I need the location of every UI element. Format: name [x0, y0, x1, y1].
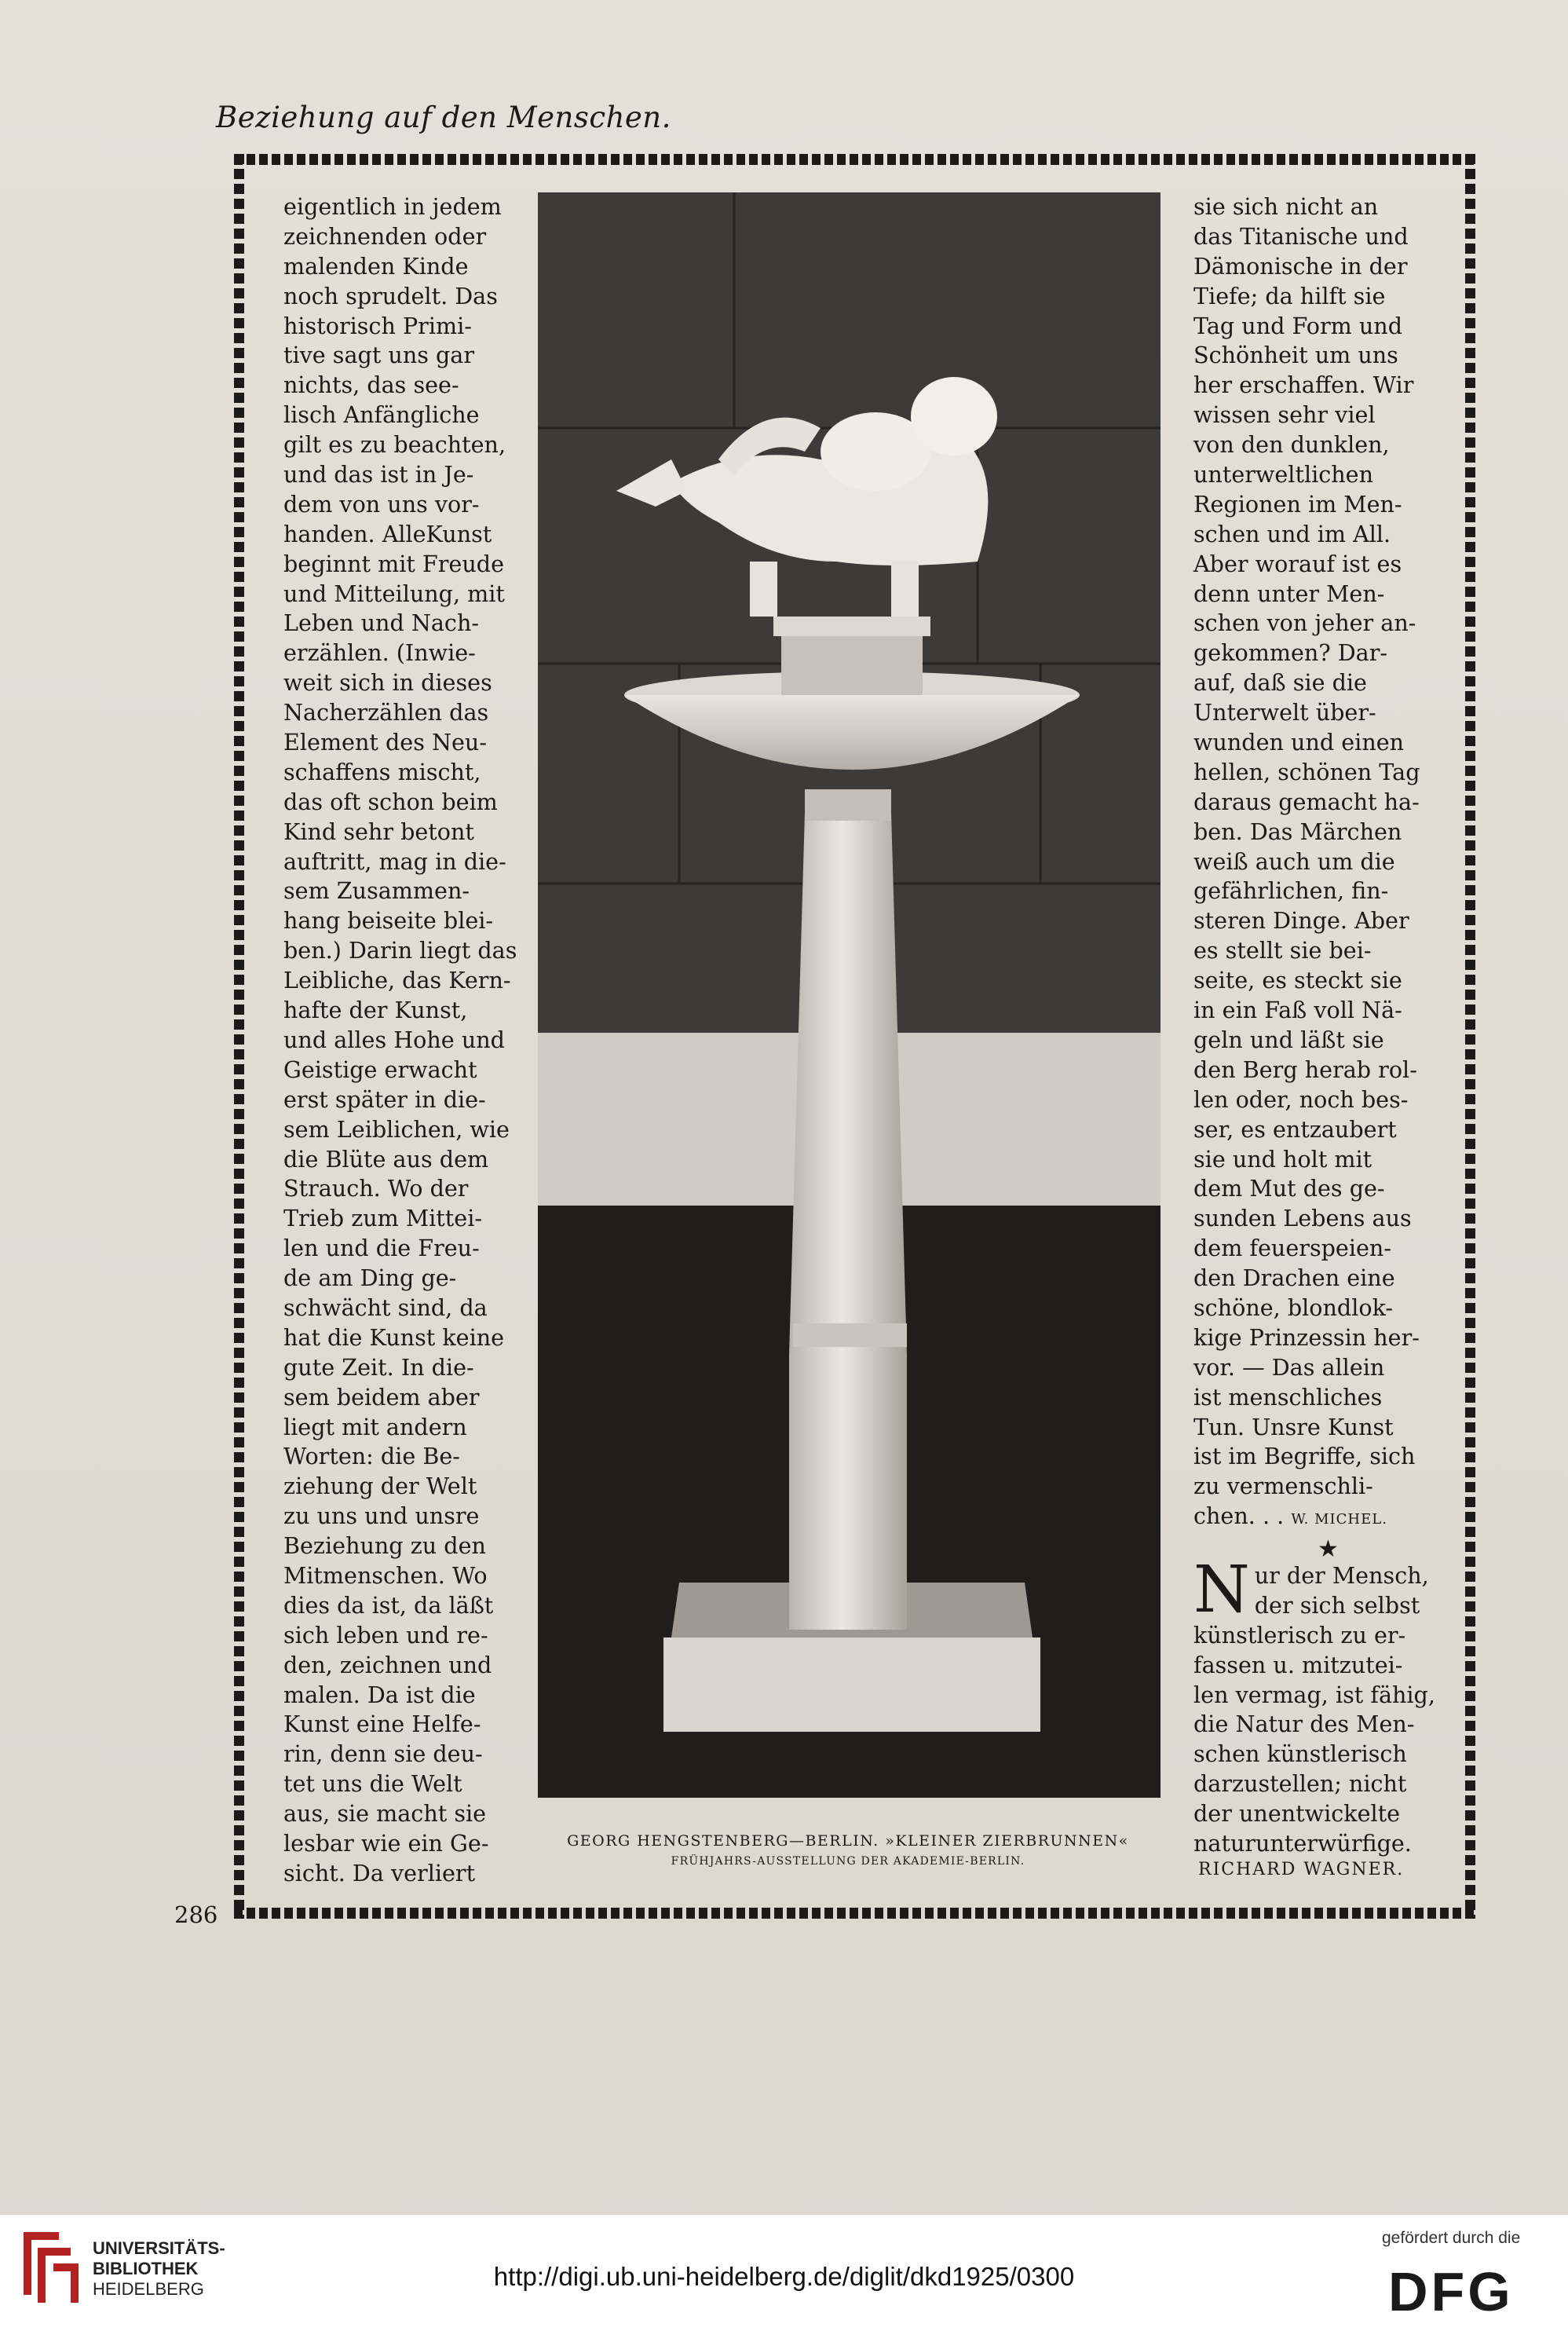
text-line: und Mitteilung, mit	[283, 580, 505, 607]
quote-line: len vermag, ist fähig,	[1193, 1681, 1435, 1708]
source-url-link[interactable]: http://digi.ub.uni-heidelberg.de/diglit/dkd1925/0300	[493, 2262, 1075, 2291]
text-line: geln und läßt sie	[1193, 1026, 1384, 1053]
text-line: dem Mut des ge-	[1193, 1175, 1385, 1202]
text-line: den, zeichnen und	[283, 1651, 492, 1678]
quote-line: die Natur des Men-	[1193, 1711, 1415, 1738]
text-line-signed	[1193, 1502, 1421, 1531]
text-line: hang beiseite blei-	[283, 907, 494, 935]
right-text-column	[1193, 192, 1421, 1531]
fountain-sculpture-image	[538, 192, 1160, 1798]
text-line: das oft schon beim	[283, 788, 498, 815]
frame-border-left	[234, 154, 244, 1919]
text-line: in ein Faß voll Nä-	[1193, 997, 1402, 1024]
text-line: gekommen? Dar-	[1193, 639, 1388, 667]
text-line: unterweltlichen	[1193, 461, 1374, 489]
text-line: len oder, noch bes-	[1193, 1085, 1409, 1113]
text-line: wissen sehr viel	[1193, 401, 1376, 429]
text-line: sicht. Da verliert	[283, 1859, 476, 1886]
text-line: schaffens mischt,	[283, 758, 481, 785]
text-line: wunden und einen	[1193, 729, 1405, 756]
text-line: beginnt mit Freude	[283, 550, 504, 577]
left-text-column	[283, 192, 517, 1889]
text-line: tet uns die Welt	[283, 1770, 462, 1798]
text-line: sich leben und re-	[283, 1621, 488, 1649]
text-line: den Drachen eine	[1193, 1264, 1395, 1292]
text-line: zeichnenden oder	[283, 222, 487, 250]
quote-line: der sich selbst	[1254, 1591, 1420, 1619]
signature-wagner: RICHARD WAGNER.	[1198, 1860, 1405, 1879]
text-line: sem Leiblichen, wie	[283, 1115, 510, 1143]
text-line: ist menschliches	[1193, 1383, 1383, 1411]
text-line: und alles Hohe und	[283, 1026, 505, 1053]
text-line: ser, es entzaubert	[1193, 1115, 1397, 1143]
text-line: die Blüte aus dem	[283, 1145, 489, 1173]
text-line: nichts, das see-	[283, 371, 459, 399]
library-name-line-3: HEIDELBERG	[93, 2279, 204, 2299]
library-name-line-2: BIBLIOTHEK	[93, 2259, 199, 2278]
text-line: tive sagt uns gar	[283, 342, 475, 369]
text-line: vor. — Das allein	[1193, 1353, 1385, 1381]
page-number: 286	[174, 1901, 218, 1928]
text-line: noch sprudelt. Das	[283, 282, 498, 309]
text-line: malen. Da ist die	[283, 1681, 476, 1708]
text-line: ben.) Darin liegt das	[283, 937, 517, 964]
text-line: Tun. Unsre Kunst	[1193, 1413, 1394, 1440]
text-line: hat die Kunst keine	[283, 1323, 505, 1351]
text-line: de am Ding ge-	[283, 1264, 457, 1292]
frame-border-bottom	[234, 1908, 1478, 1919]
running-head: Beziehung auf den Menschen.	[216, 101, 671, 134]
text-line: aus, sie macht sie	[283, 1800, 487, 1828]
text-line: her erschaffen. Wir	[1193, 371, 1414, 399]
quote-line: fassen u. mitzutei-	[1193, 1651, 1403, 1678]
text-line: lisch Anfängliche	[283, 401, 480, 429]
text-line: Geistige erwacht	[283, 1056, 477, 1083]
text-line: ben. Das Märchen	[1193, 818, 1402, 845]
text-line: sie sich nicht an	[1193, 193, 1379, 220]
text-line: dem feuerspeien-	[1193, 1235, 1391, 1262]
drop-cap: N	[1193, 1553, 1250, 1627]
quote-line: darzustellen; nicht	[1193, 1770, 1407, 1798]
text-line: Trieb zum Mittei-	[283, 1205, 483, 1232]
text-line: es stellt sie bei-	[1193, 937, 1372, 964]
text-line: den Berg herab rol-	[1193, 1056, 1417, 1083]
text-line: Dämonische in der	[1193, 252, 1408, 280]
text-line: Kind sehr betont	[283, 818, 474, 845]
text-line: steren Dinge. Aber	[1193, 907, 1409, 935]
text-line: zu vermenschli-	[1193, 1473, 1373, 1500]
text-line: rin, denn sie deu-	[283, 1740, 483, 1768]
text-line: sem Zusammen-	[283, 877, 470, 905]
text-line: Leben und Nach-	[283, 609, 480, 637]
text-line: Regionen im Men-	[1193, 490, 1402, 518]
text-line: hellen, schönen Tag	[1193, 758, 1420, 785]
text-line: schöne, blondlok-	[1193, 1294, 1394, 1321]
text-line: auftritt, mag in die-	[283, 847, 506, 875]
text-line: Worten: die Be-	[283, 1443, 460, 1470]
text-line: dies da ist, da läßt	[283, 1591, 494, 1619]
text-line: dem von uns vor-	[283, 490, 480, 518]
text-line: erzählen. (Inwie-	[283, 639, 476, 667]
text-line: hafte der Kunst,	[283, 997, 468, 1024]
text-line: Beziehung zu den	[283, 1532, 486, 1560]
text-line: schen von jeher an-	[1193, 609, 1416, 637]
text-line: sem beidem aber	[283, 1383, 480, 1411]
text-line: zu uns und unsre	[283, 1502, 480, 1530]
photo-caption-title: GEORG HENGSTENBERG—BERLIN. »KLEINER ZIERBRUNNEN«	[567, 1832, 1129, 1850]
text-line: erst später in die-	[283, 1085, 486, 1113]
funding-text: gefördert durch die	[1382, 2229, 1521, 2247]
text-line: sunden Lebens aus	[1193, 1205, 1412, 1232]
text-line: schen und im All.	[1193, 520, 1391, 547]
text-line: Mitmenschen. Wo	[283, 1561, 488, 1589]
text-line: handen. AlleKunst	[283, 520, 492, 547]
text-line: denn unter Men-	[1193, 580, 1385, 607]
text-line: und das ist in Je-	[283, 461, 474, 489]
text-line: historisch Primi-	[283, 312, 472, 339]
quote-line: ur der Mensch,	[1254, 1562, 1429, 1589]
text-line: liegt mit andern	[283, 1413, 467, 1440]
quote-line: der unentwickelte	[1193, 1800, 1401, 1828]
text-line: gute Zeit. In die-	[283, 1353, 474, 1381]
text-line: seite, es steckt sie	[1193, 967, 1402, 994]
text-line: Tiefe; da hilft sie	[1193, 282, 1386, 309]
text-line: ist im Begriffe, sich	[1193, 1443, 1416, 1470]
text-line: kige Prinzessin her-	[1193, 1323, 1420, 1351]
text-line: Kunst eine Helfe-	[283, 1711, 481, 1738]
text-line: Schönheit um uns	[1193, 342, 1398, 369]
text-line: malenden Kinde	[283, 252, 469, 280]
text-line: daraus gemacht ha-	[1193, 788, 1420, 815]
text-line: Nacherzählen das	[283, 699, 489, 726]
photo-caption-exhibition: FRÜHJAHRS-AUSSTELLUNG DER AKADEMIE-BERLIN.	[671, 1855, 1025, 1868]
text-line: lesbar wie ein Ge-	[283, 1829, 489, 1857]
text-line: len und die Freu-	[283, 1235, 480, 1262]
text-line: das Titanische und	[1193, 222, 1409, 250]
wagner-quote	[1193, 1553, 1435, 1859]
text-line: gilt es zu beachten,	[283, 431, 506, 459]
separator-star: ★	[1318, 1535, 1339, 1563]
text-line: schwächt sind, da	[283, 1294, 488, 1321]
text-line: Strauch. Wo der	[283, 1175, 469, 1202]
text-line: auf, daß sie die	[1193, 669, 1367, 697]
text-line: Tag und Form und	[1193, 312, 1403, 339]
fountain-photograph	[538, 192, 1160, 1798]
text-line-end: chen. . .	[1193, 1502, 1285, 1530]
text-line: Leibliche, das Kern-	[283, 967, 511, 994]
library-name-line-1: UNIVERSITÄTS-	[93, 2238, 225, 2258]
text-line: weit sich in dieses	[283, 669, 492, 697]
text-line: Unterwelt über-	[1193, 699, 1376, 726]
text-line: gefährlichen, fin-	[1193, 877, 1389, 905]
frame-border-right	[1465, 154, 1475, 1919]
signature-michel: W. MICHEL.	[1291, 1511, 1387, 1528]
text-line: ziehung der Welt	[283, 1473, 477, 1500]
quote-line: schen künstlerisch	[1193, 1740, 1407, 1768]
dfg-logo: DFG	[1388, 2261, 1514, 2322]
text-line: Element des Neu-	[283, 729, 487, 756]
frame-border-top	[234, 154, 1478, 165]
text-line: Aber worauf ist es	[1193, 550, 1402, 577]
quote-line: künstlerisch zu er-	[1193, 1621, 1406, 1649]
text-line: weiß auch um die	[1193, 847, 1395, 875]
text-line: eigentlich in jedem	[283, 193, 502, 220]
text-line: sie und holt mit	[1193, 1145, 1372, 1173]
quote-line: naturunterwürfige.	[1193, 1830, 1412, 1857]
text-line: von den dunklen,	[1193, 431, 1390, 459]
